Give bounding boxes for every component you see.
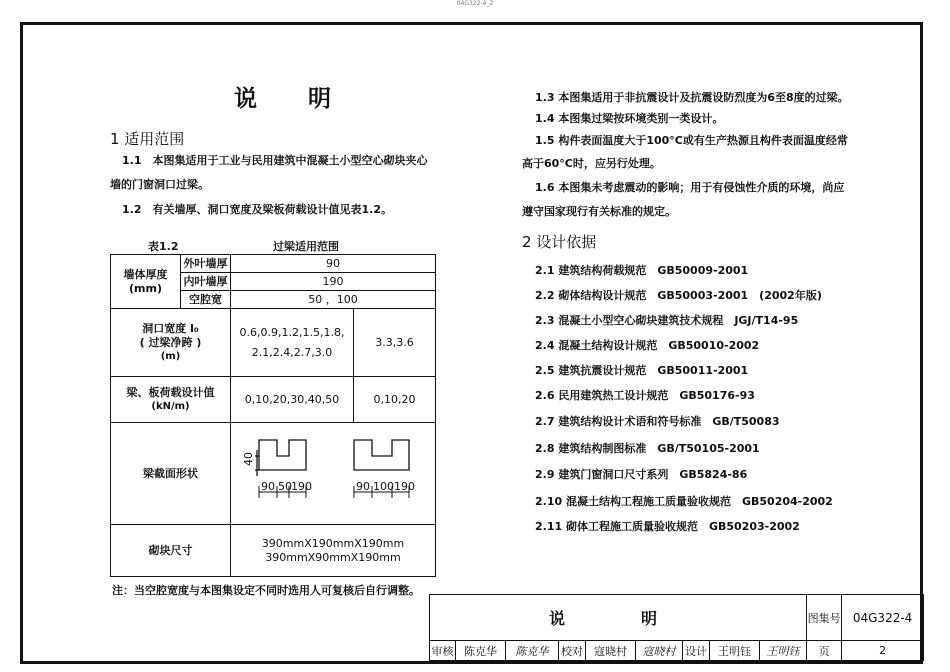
- review-label: 审核: [430, 641, 456, 661]
- atlas-number: 04G322-4: [842, 595, 924, 641]
- paragraph-1-5-line2: 高于60°C时，应另行处理。: [522, 157, 661, 170]
- page-title: 说 明: [234, 86, 345, 112]
- page-number: 2: [842, 641, 924, 661]
- dim-a-3: 190: [291, 479, 312, 493]
- wall-thickness-unit: (mm): [129, 281, 162, 295]
- basis-item: 2.4 混凝土结构设计规范 GB50010-2002: [535, 339, 760, 352]
- basis-item: 2.5 建筑抗震设计规范 GB50011-2001: [535, 364, 749, 377]
- dim-b-2: 100: [373, 479, 394, 493]
- table-label: 表1.2: [148, 240, 179, 253]
- opening-width-label: 洞口宽度 l₀: [142, 321, 199, 335]
- inner-leaf-value: 190: [231, 273, 436, 291]
- opening-width-sub: ( 过梁净跨 ): [139, 335, 202, 349]
- design-name: 王明钰: [710, 641, 760, 661]
- load-values-2: 0,10,20: [354, 377, 436, 423]
- section-a-outline: [259, 440, 306, 470]
- design-signature: 王明钰: [760, 641, 807, 661]
- basis-item: 2.6 民用建筑热工设计规范 GB50176-93: [535, 389, 755, 402]
- wall-thickness-label: 墙体厚度: [123, 267, 168, 281]
- basis-item: 2.9 建筑门窗洞口尺寸系列 GB5824-86: [535, 468, 748, 481]
- paragraph-1-1-line2: 墙的门窗洞口过梁。: [110, 178, 209, 191]
- atlas-number-label: 图集号: [807, 595, 842, 641]
- section-basis-title: 2 设计依据: [522, 233, 597, 251]
- basis-item: 2.11 砌体工程施工质量验收规范 GB50203-2002: [535, 520, 800, 533]
- beam-section-drawing: [233, 426, 433, 522]
- paragraph-1-3: 1.3 本图集适用于非抗震设计及抗震设防烈度为6至8度的过梁。: [535, 91, 849, 104]
- opening-values-cell: [231, 309, 354, 377]
- check-label: 校对: [559, 641, 586, 661]
- opening-values-2: 3.3,3.6: [354, 309, 436, 377]
- load-design-unit: (kN/m): [151, 400, 190, 412]
- page-label: 页: [807, 641, 842, 661]
- check-name: 寇晓村: [586, 641, 636, 661]
- table-note: 注：当空腔宽度与本图集设定不同时选用人可复核后自行调整。: [112, 584, 420, 597]
- title-block: [429, 594, 924, 661]
- basis-item: 2.1 建筑结构荷载规范 GB50009-2001: [535, 264, 749, 277]
- dim-b-1: 90: [356, 479, 370, 493]
- block-size-1: 390mmX190mmX190mm: [261, 536, 405, 550]
- design-label: 设计: [683, 641, 710, 661]
- block-size-2: 390mmX90mmX190mm: [265, 550, 401, 564]
- paragraph-1-6-line1: 1.6 本图集未考虑震动的影响；用于有侵蚀性介质的环境，尚应: [535, 181, 845, 194]
- basis-item: 2.8 建筑结构制图标准 GB/T50105-2001: [535, 442, 760, 455]
- load-design-cell: [111, 377, 231, 423]
- lintel-scope-table: [110, 254, 436, 577]
- paragraph-1-1-line1: 1.1 本图集适用于工业与民用建筑中混凝土小型空心砌块夹心: [122, 154, 428, 167]
- inner-leaf-label: 内叶墙厚: [181, 273, 231, 291]
- block-size-cell: [231, 525, 436, 577]
- wall-thickness-cell: [111, 255, 181, 309]
- dim-height: 40: [242, 451, 255, 466]
- basis-item: 2.3 混凝土小型空心砌块建筑技术规程 JGJ/T14-95: [535, 314, 799, 327]
- basis-item: 2.2 砌体结构设计规范 GB50003-2001 (2002年版): [535, 289, 822, 302]
- review-name: 陈克华: [456, 641, 506, 661]
- dim-a-2: 50: [278, 479, 292, 493]
- paragraph-1-2: 1.2 有关墙厚、洞口宽度及梁板荷载设计值见表1.2。: [122, 203, 392, 216]
- cavity-width-label: 空腔宽: [181, 291, 231, 309]
- paragraph-1-5-line1: 1.5 构件表面温度大于100°C或有生产热源且构件表面温度经常: [535, 134, 848, 147]
- outer-leaf-label: 外叶墙厚: [181, 255, 231, 273]
- basis-item: 2.10 混凝土结构工程施工质量验收规范 GB50204-2002: [535, 495, 833, 508]
- opening-width-unit: (m): [160, 350, 181, 362]
- header-code: 04G322-4_2: [456, 0, 494, 7]
- beam-section-label: 梁截面形状: [111, 423, 231, 525]
- opening-values-line2: 2.1,2.4,2.7,3.0: [251, 345, 333, 359]
- check-signature: 寇晓村: [636, 641, 683, 661]
- dim-a-1: 90: [261, 479, 275, 493]
- beam-section-drawing-cell: [231, 423, 436, 525]
- paragraph-1-6-line2: 遵守国家现行有关标准的规定。: [522, 205, 676, 218]
- outer-leaf-value: 90: [231, 255, 436, 273]
- cavity-width-value: 50 ，100: [231, 291, 436, 309]
- block-size-label: 砌块尺寸: [111, 525, 231, 577]
- opening-width-cell: [111, 309, 231, 377]
- review-signature: 陈克华: [506, 641, 559, 661]
- titleblock-title: 说 明: [430, 595, 807, 641]
- paragraph-1-4: 1.4 本图集过梁按环境类别一类设计。: [535, 112, 724, 125]
- section-scope-title: 1 适用范围: [110, 130, 185, 148]
- basis-item: 2.7 建筑结构设计术语和符号标准 GB/T50083: [535, 415, 780, 428]
- section-b-outline: [354, 440, 409, 470]
- table-caption: 过梁适用范围: [273, 240, 339, 253]
- load-design-label: 梁、板荷载设计值: [126, 385, 215, 399]
- dim-b-3: 190: [394, 479, 415, 493]
- opening-values-line1: 0.6,0.9,1.2,1.5,1.8,: [239, 325, 345, 339]
- load-values-1: 0,10,20,30,40,50: [231, 377, 354, 423]
